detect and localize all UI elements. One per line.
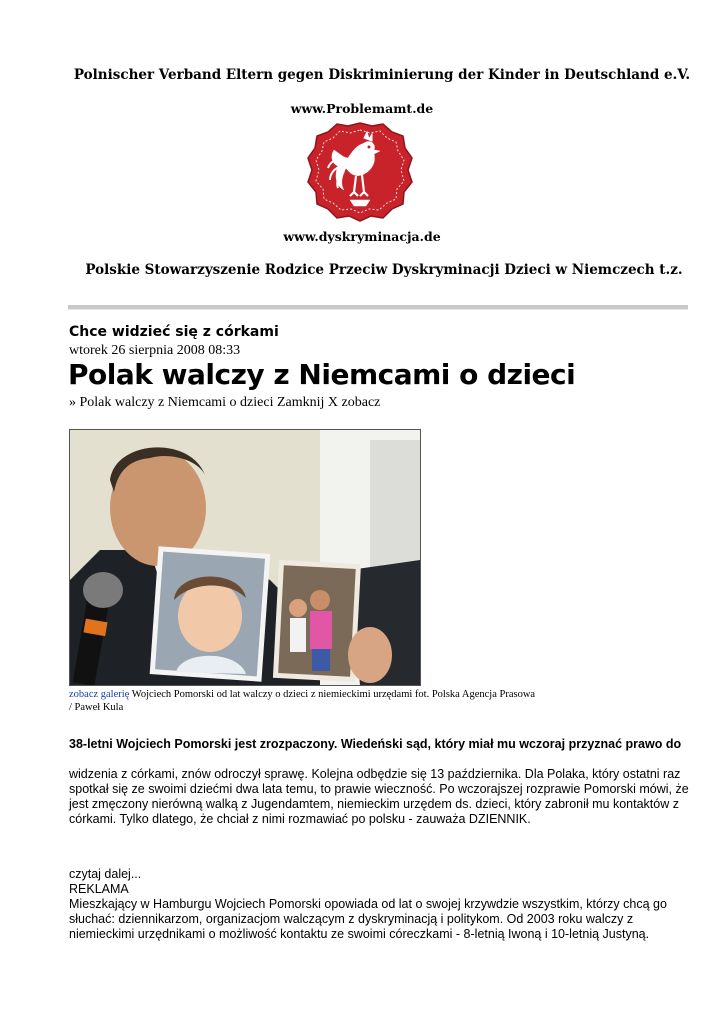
organization-name-polish: Polskie Stowarzyszenie Rodzice Przeciw Dyskryminacji Dzieci w Niemczech t.z. [85, 262, 683, 278]
read-more-link[interactable]: czytaj dalej... [69, 867, 142, 881]
advertisement-label: REKLAMA [69, 882, 129, 896]
held-photo-boy [150, 546, 271, 682]
website-url-dyskryminacja[interactable]: www.dyskryminacja.de [283, 229, 441, 244]
held-photo-girls [273, 560, 361, 682]
photo-caption [69, 688, 539, 714]
organization-name-german: Polnischer Verband Eltern gegen Diskriminierung der Kinder in Deutschland e.V. [73, 67, 691, 83]
article-subhead: Chce widzieć się z córkami [69, 324, 279, 340]
rooster-seal-logo [306, 120, 414, 224]
article-photo [69, 429, 421, 686]
article-paragraph-1: widzenia z córkami, znów odroczył sprawę. Kolejna odbędzie się 13 października. Dla Polaka, który ostatni raz spotkał się ze swoimi dziećmi dwa lata temu, to prawie wieczność. Po wczorajszej rozprawie Pomorski mówi, że jest zmęczony nierówną walką z Jugendamtem, niemieckim urzędem ds. dzieci, który zabronił mu kontaktów z córkami. Tylko dlatego, że chciał z nimi rozmawiać po polsku - zauważa DZIENNIK. [69, 767, 689, 826]
article-lead: 38-letni Wojciech Pomorski jest zrozpaczony. Wiedeński sąd, który miał mu wczoraj przyznać prawo do [69, 737, 682, 751]
gallery-link[interactable]: zobacz galerię [69, 689, 130, 700]
article-paragraph-2: Mieszkający w Hamburgu Wojciech Pomorski opowiada od lat o swojej krzywdzie wszystkim, którzy chcą go słuchać: dziennikarzom, organizacjom walczącym z dyskryminacją i politykom. Od 2003 roku walczy z niemieckimi urzędnikami o możliwość kontaktu ze swoimi córeczkami - 8-letnią Iwoną i 10-letnią Justyną. [69, 897, 667, 941]
article-headline: Polak walczy z Niemcami o dzieci [68, 358, 576, 391]
caption-text: Wojciech Pomorski od lat walczy o dzieci z niemieckimi urzędami fot. Polska Agencja Prasowa / Paweł Kula [69, 689, 536, 713]
article-date: wtorek 26 sierpnia 2008 08:33 [69, 343, 241, 358]
gallery-navigation-line[interactable]: » Polak walczy z Niemcami o dzieci Zamknij X zobacz [69, 395, 381, 410]
section-divider [68, 305, 688, 310]
website-url-problemamt[interactable]: www.Problemamt.de [290, 101, 434, 116]
